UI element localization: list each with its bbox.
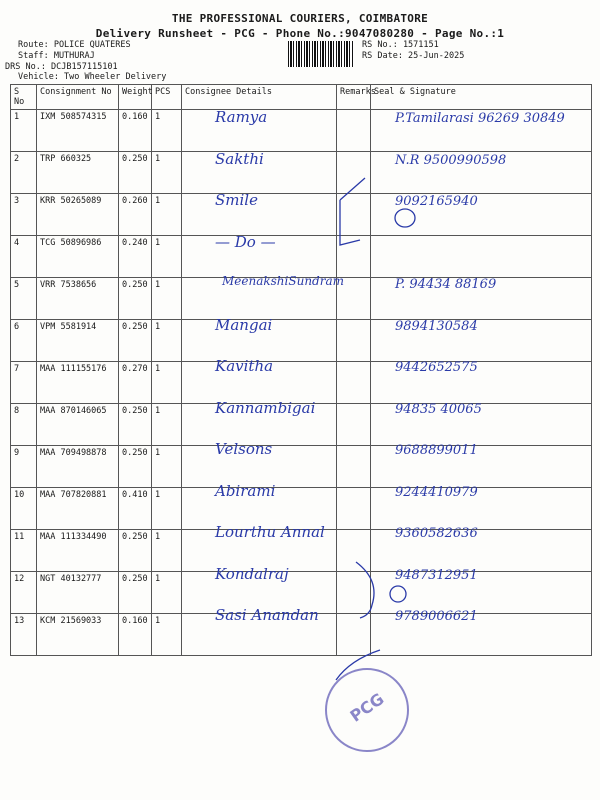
cell-weight: 0.250 xyxy=(119,404,152,446)
rs-number: RS No.: 1571151 xyxy=(362,40,439,50)
cell-consignment: MAA 111155176 xyxy=(37,362,119,404)
cell-pcs: 1 xyxy=(152,362,182,404)
cell-consignment: IXM 508574315 xyxy=(37,110,119,152)
runsheet-subtitle: Delivery Runsheet - PCG - Phone No.:9047080280 - Page No.:1 xyxy=(95,27,505,40)
consignee-handwriting: Mangai xyxy=(215,315,273,334)
col-consignee: Consignee Details xyxy=(182,85,337,110)
col-signature: Seal & Signature xyxy=(371,85,592,110)
cell-sno: 13 xyxy=(11,614,37,656)
cell-pcs: 1 xyxy=(152,614,182,656)
bracket-mark xyxy=(340,178,365,245)
cell-weight: 0.240 xyxy=(119,236,152,278)
rs-date: RS Date: 25-Jun-2025 xyxy=(362,51,465,61)
cell-consignment: MAA 870146065 xyxy=(37,404,119,446)
cell-weight: 0.410 xyxy=(119,488,152,530)
col-sno: S No xyxy=(11,85,37,110)
consignee-handwriting: Lourthu Annal xyxy=(215,523,325,541)
cell-weight: 0.250 xyxy=(119,530,152,572)
cell-consignment: TCG 50896986 xyxy=(37,236,119,278)
signature-handwriting: 94835 40065 xyxy=(395,401,482,417)
signature-handwriting: P.Tamilarasi 96269 30849 xyxy=(395,111,565,126)
consignee-handwriting: Sasi Anandan xyxy=(215,606,319,624)
consignee-handwriting: Kavitha xyxy=(215,357,274,375)
signature-handwriting: 9092165940 xyxy=(395,194,478,209)
cell-sno: 6 xyxy=(11,320,37,362)
cell-consignment: MAA 111334490 xyxy=(37,530,119,572)
consignee-handwriting: Sakthi xyxy=(215,149,264,168)
circle-mark-2 xyxy=(390,586,406,602)
signature-handwriting: 9487312951 xyxy=(395,567,478,583)
cell-pcs: 1 xyxy=(152,194,182,236)
cell-sno: 8 xyxy=(11,404,37,446)
cell-weight: 0.250 xyxy=(119,152,152,194)
cell-sno: 4 xyxy=(11,236,37,278)
cell-pcs: 1 xyxy=(152,572,182,614)
signature-handwriting: 9789006621 xyxy=(395,609,478,624)
company-title: THE PROFESSIONAL COURIERS, COIMBATORE xyxy=(171,12,429,25)
cell-consignment: MAA 709498878 xyxy=(37,446,119,488)
consignee-handwriting: Kondalraj xyxy=(215,564,289,583)
cell-sno: 9 xyxy=(11,446,37,488)
signature-handwriting: 9360582636 xyxy=(395,526,478,541)
col-remarks: Remarks xyxy=(337,85,371,110)
cell-pcs: 1 xyxy=(152,320,182,362)
signature-handwriting: 9442652575 xyxy=(395,360,478,375)
signature-handwriting: 9244410979 xyxy=(395,484,478,500)
curve-mark xyxy=(356,562,374,618)
cell-weight: 0.260 xyxy=(119,194,152,236)
cell-pcs: 1 xyxy=(152,236,182,278)
cell-weight: 0.250 xyxy=(119,446,152,488)
cell-sno: 12 xyxy=(11,572,37,614)
cell-weight: 0.160 xyxy=(119,614,152,656)
cell-sno: 10 xyxy=(11,488,37,530)
cell-consignment: VRR 7538656 xyxy=(37,278,119,320)
consignee-handwriting: Smile xyxy=(215,191,258,209)
consignee-handwriting: — Do — xyxy=(215,232,276,251)
cell-weight: 0.270 xyxy=(119,362,152,404)
cell-sno: 11 xyxy=(11,530,37,572)
cell-weight: 0.250 xyxy=(119,278,152,320)
cell-pcs: 1 xyxy=(152,278,182,320)
cell-consignment: VPM 5581914 xyxy=(37,320,119,362)
cell-consignment: KRR 50265089 xyxy=(37,194,119,236)
cell-consignment: KCM 21569033 xyxy=(37,614,119,656)
cell-sno: 7 xyxy=(11,362,37,404)
stamp-text: PCG xyxy=(346,689,388,726)
cell-sno: 5 xyxy=(11,278,37,320)
cell-consignment: TRP 660325 xyxy=(37,152,119,194)
col-weight: Weight xyxy=(119,85,152,110)
cell-pcs: 1 xyxy=(152,488,182,530)
cell-sno: 3 xyxy=(11,194,37,236)
vehicle-label: Vehicle: Two Wheeler Delivery xyxy=(18,72,167,82)
cell-pcs: 1 xyxy=(152,530,182,572)
pcg-stamp xyxy=(325,668,409,752)
cell-consignment: MAA 707820881 xyxy=(37,488,119,530)
signature-handwriting: P. 94434 88169 xyxy=(395,277,497,292)
cell-pcs: 1 xyxy=(152,110,182,152)
cell-weight: 0.160 xyxy=(119,110,152,152)
col-consignment: Consignment No xyxy=(37,85,119,110)
cell-weight: 0.250 xyxy=(119,572,152,614)
route-label: Route: POLICE QUATERES xyxy=(18,40,131,50)
signature-handwriting: 9688899011 xyxy=(395,443,478,458)
staff-label: Staff: MUTHURAJ xyxy=(18,51,95,61)
circle-mark xyxy=(395,209,415,227)
consignee-handwriting: Kannambigai xyxy=(215,398,316,417)
signature-handwriting: 9894130584 xyxy=(395,318,478,334)
consignee-handwriting: Abirami xyxy=(215,481,276,500)
cell-consignment: NGT 40132777 xyxy=(37,572,119,614)
consignee-handwriting: MeenakshiSundram xyxy=(222,274,344,288)
cell-sno: 1 xyxy=(11,110,37,152)
drs-number: DRS No.: DCJB157115101 xyxy=(5,62,118,72)
consignee-handwriting: Ramya xyxy=(215,108,268,126)
cell-pcs: 1 xyxy=(152,152,182,194)
signature-handwriting: N.R 9500990598 xyxy=(395,152,507,168)
cell-pcs: 1 xyxy=(152,404,182,446)
cell-pcs: 1 xyxy=(152,446,182,488)
cell-weight: 0.250 xyxy=(119,320,152,362)
consignee-handwriting: Velsons xyxy=(215,440,273,458)
col-pcs: PCS xyxy=(152,85,182,110)
cell-sno: 2 xyxy=(11,152,37,194)
